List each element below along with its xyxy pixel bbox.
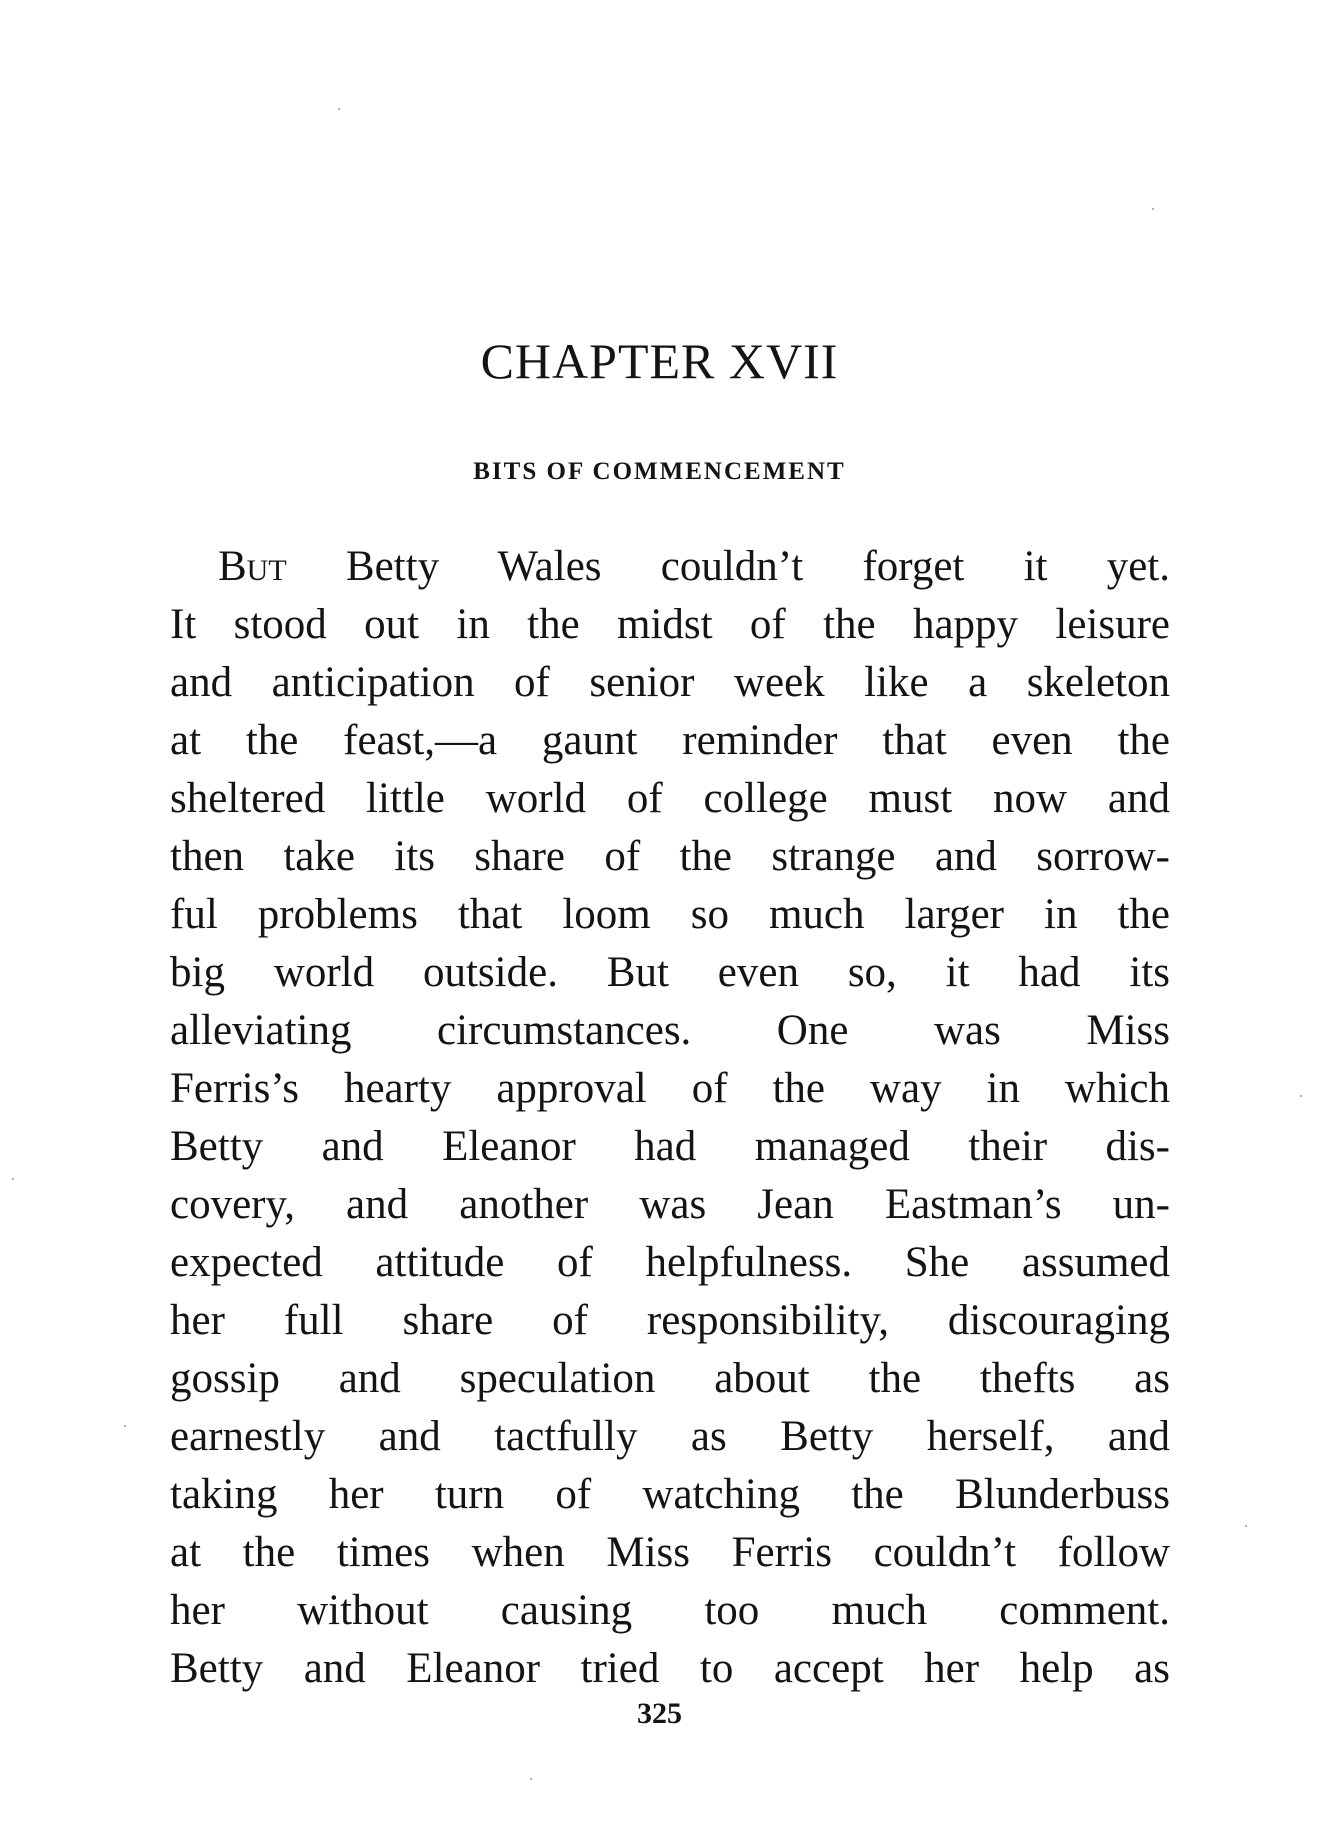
text-line: Betty and Eleanor had managed their dis- — [170, 1123, 1170, 1170]
text-line: her without causing too much comment. — [170, 1587, 1170, 1634]
text-line: gossip and speculation about the thefts as — [170, 1355, 1170, 1402]
text-line: big world outside. But even so, it had its — [170, 949, 1170, 996]
text-line — [170, 538, 1170, 596]
text-line: covery, and another was Jean Eastman’s un- — [170, 1181, 1170, 1228]
text-line: ful problems that loom so much larger in the — [170, 891, 1170, 938]
text-line: earnestly and tactfully as Betty herself, and — [170, 1413, 1170, 1460]
text-line-content: Betty Wales couldn’t forget it yet. — [345, 543, 1171, 590]
text-line: then take its share of the strange and sorrow- — [170, 833, 1170, 880]
text-line: taking her turn of watching the Blunderbuss — [170, 1471, 1170, 1518]
paper-speck — [1152, 208, 1154, 210]
text-line: expected attitude of helpfulness. She assumed — [170, 1239, 1170, 1286]
paper-speck — [12, 1178, 14, 1180]
first-word: But — [218, 543, 287, 590]
text-line: alleviating circumstances. One was Miss — [170, 1007, 1170, 1054]
text-line: at the feast,—a gaunt reminder that even the — [170, 717, 1170, 764]
text-line: sheltered little world of college must now and — [170, 775, 1170, 822]
text-line: at the times when Miss Ferris couldn’t follow — [170, 1529, 1170, 1576]
text-line: and anticipation of senior week like a skeleton — [170, 659, 1170, 706]
text-line: her full share of responsibility, discouraging — [170, 1297, 1170, 1344]
body-text — [170, 538, 1170, 1698]
page-number: 325 — [637, 1697, 682, 1730]
chapter-subtitle: BITS OF COMMENCEMENT — [473, 458, 846, 485]
text-line: It stood out in the midst of the happy leisure — [170, 601, 1170, 648]
chapter-title: CHAPTER XVII — [480, 333, 839, 389]
paper-speck — [1300, 1095, 1302, 1097]
paper-speck — [338, 108, 340, 110]
paper-speck — [124, 1425, 126, 1427]
paper-speck — [1245, 1525, 1247, 1527]
text-line: Betty and Eleanor tried to accept her help as — [170, 1645, 1170, 1692]
paper-speck — [530, 1778, 532, 1780]
text-line: Ferris’s hearty approval of the way in which — [170, 1065, 1170, 1112]
